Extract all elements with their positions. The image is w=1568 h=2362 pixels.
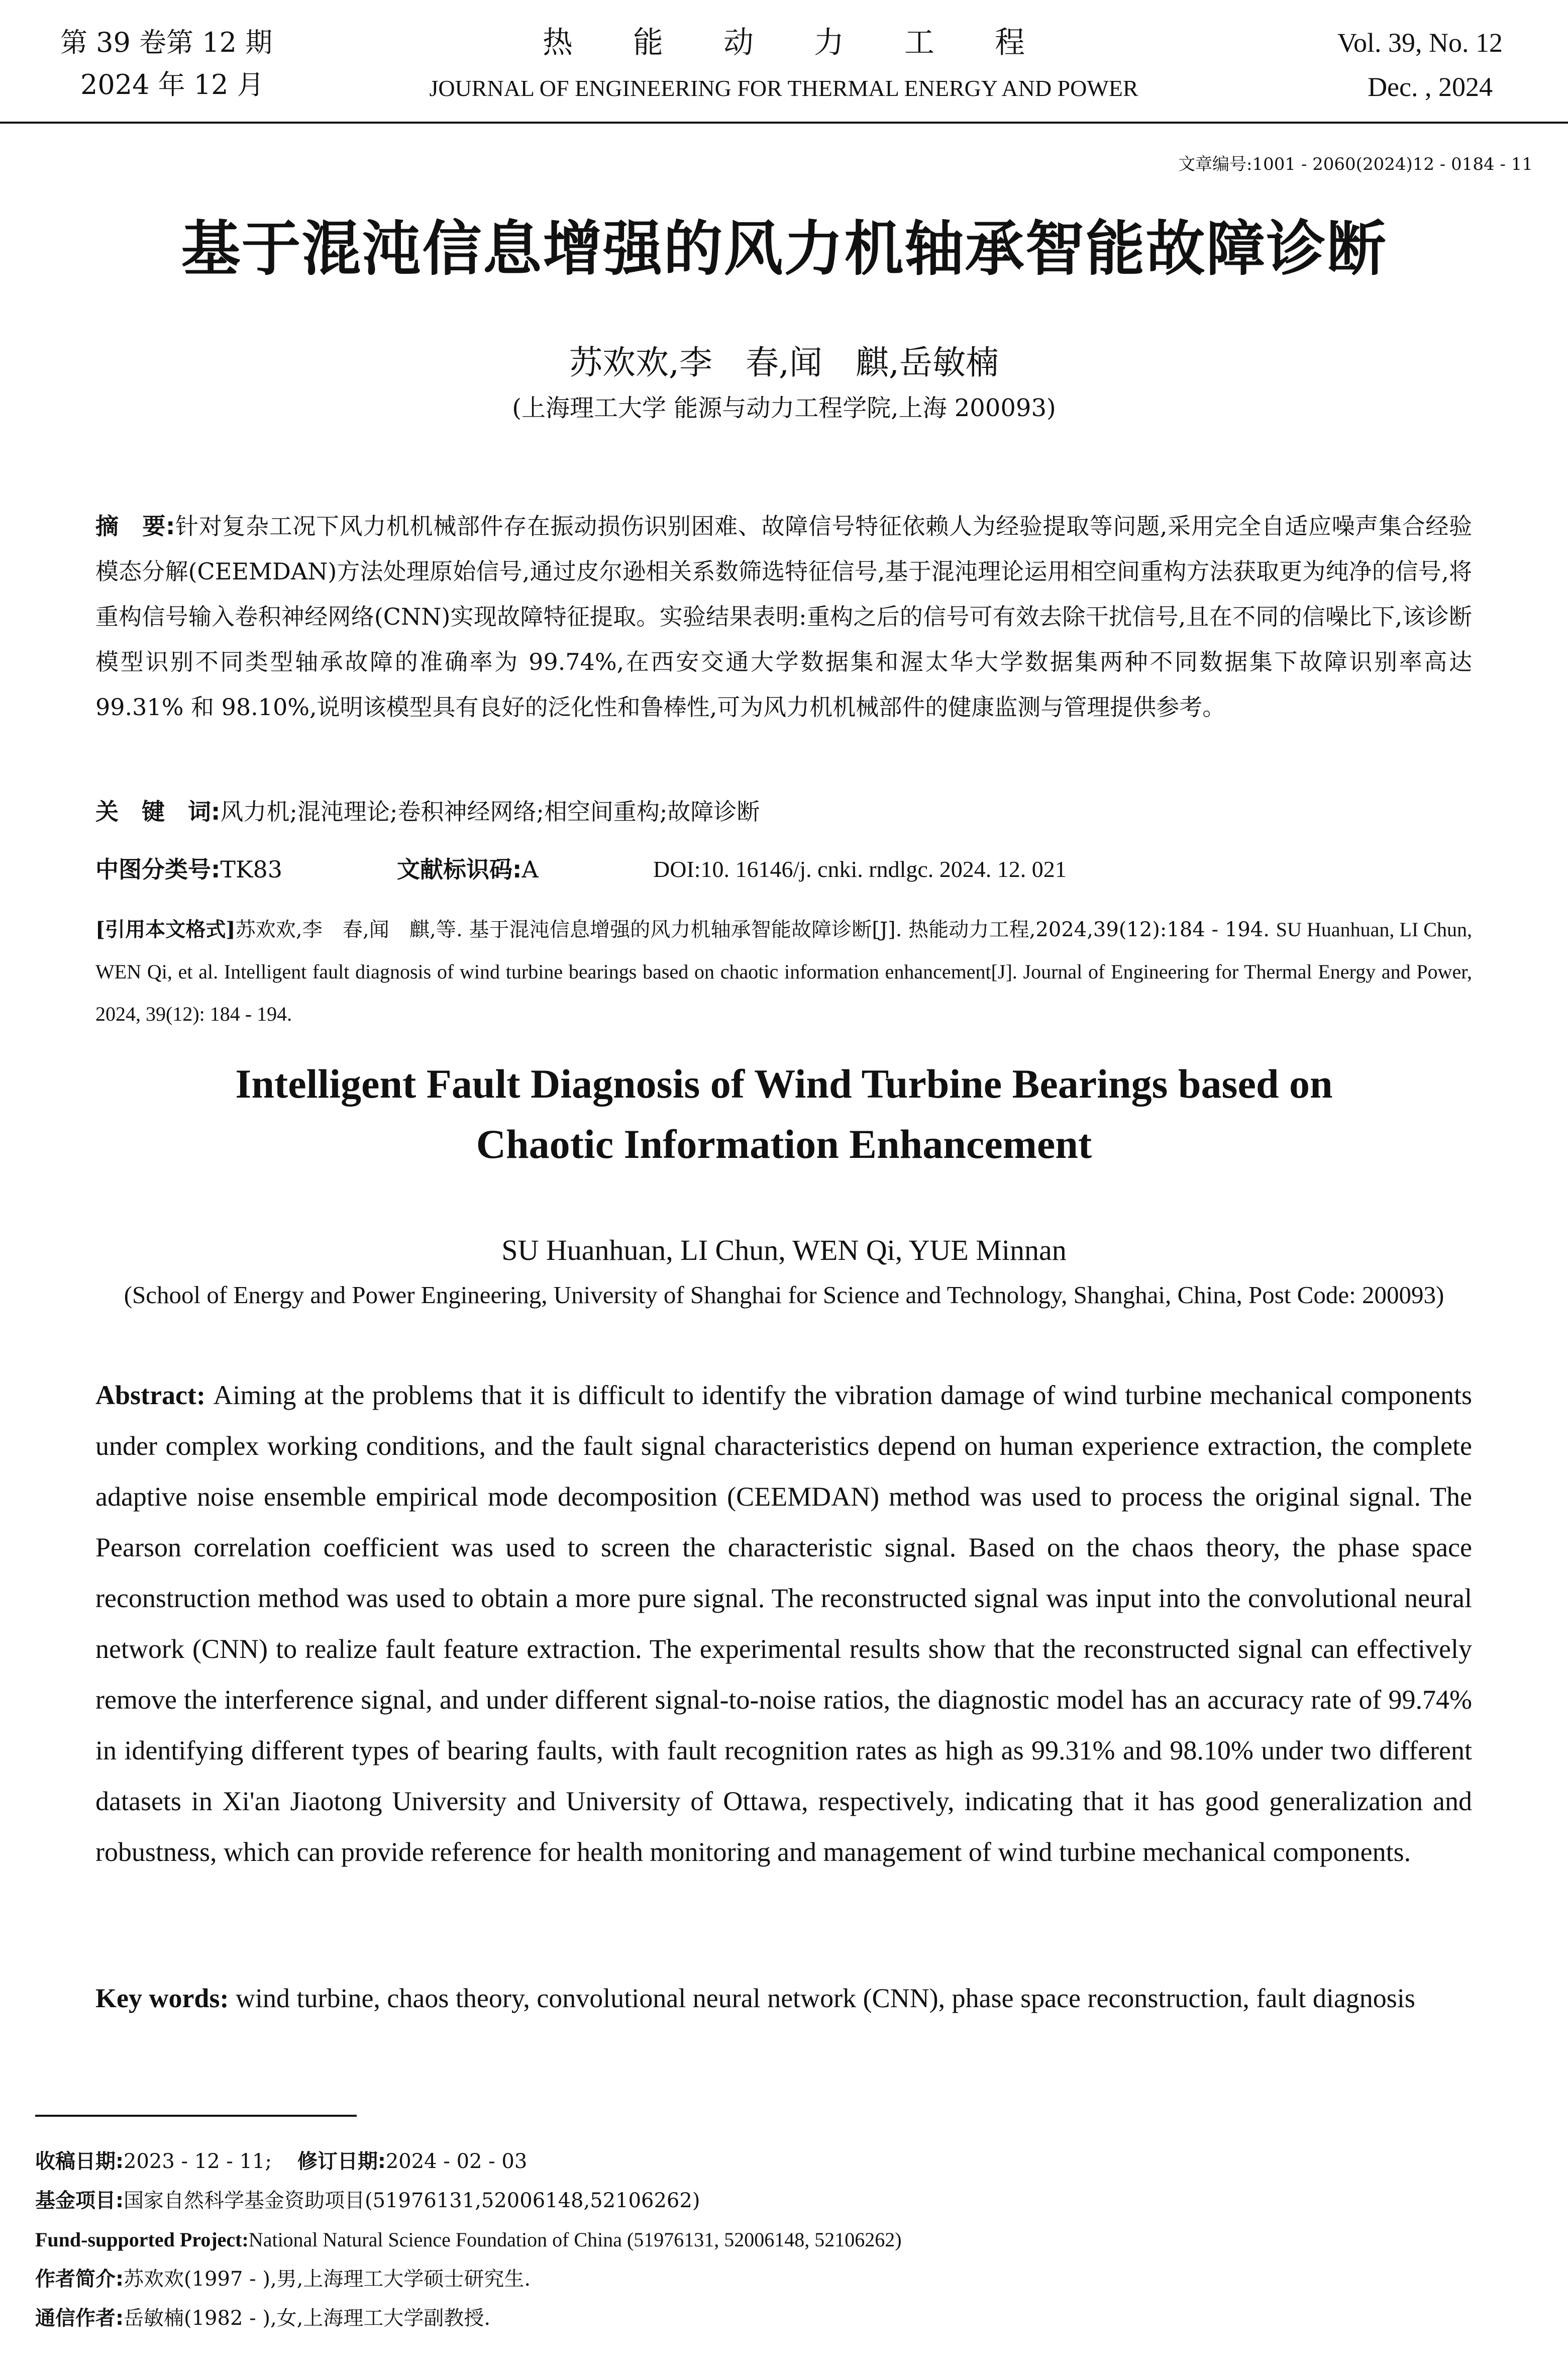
header-journal-en: JOURNAL OF ENGINEERING FOR THERMAL ENERGY AND POWER <box>429 75 1138 101</box>
keywords-zh-label: 关 键 词: <box>95 798 221 825</box>
abstract-zh-text: 针对复杂工况下风力机机械部件存在振动损伤识别困难、故障信号特征依赖人为经验提取等问题,采用完全自适应噪声集合经验模态分解(CEEMDAN)方法处理原始信号,通过皮尔逊相关系数筛选特征信号,基于混沌理论运用相空间重构方法获取更为纯净的信号,将重构信号输入卷积神经网络(CNN)实现故障特征提取。实验结果表明:重构之后的信号可有效去除干扰信号,且在不同的信噪比下,该诊断模型识别不同类型轴承故障的准确率为 99.74%,在西安交通大学数据集和渥太华大学数据集两种不同数据集下故障识别率高达 99.31% 和 98.10%,说明该模型具有良好的泛化性和鲁棒性,可为风力机机械部件的健康监测与管理提供参考。 <box>95 513 1472 721</box>
abstract-en-label: Abstract: <box>95 1380 205 1410</box>
fund-en-value: National Natural Science Foundation of China (51976131, 52006148, 52106262) <box>248 2228 902 2251</box>
footnote-corresponding <box>35 2299 490 2338</box>
citation-en: SU Huanhuan, LI Chun, WEN Qi, et al. Intelligent fault diagnosis of wind turbine bearings based on chaotic information enhancement[J]. Journal of Engineering for Thermal Energy and Power, 2024, 39(12): 184 - 194. <box>95 918 1472 1025</box>
classification-clc <box>95 849 282 890</box>
citation <box>95 909 1472 1035</box>
paper-title-en-line1: Intelligent Fault Diagnosis of Wind Turbine Bearings based on <box>235 1061 1333 1107</box>
abstract-en <box>95 1370 1472 1878</box>
author-label: 作者简介: <box>35 2268 124 2291</box>
doc-label: 文献标识码: <box>397 856 522 883</box>
abstract-zh <box>95 504 1472 730</box>
clc-label: 中图分类号: <box>95 856 221 883</box>
keywords-en-text: wind turbine, chaos theory, convolutional neural network (CNN), phase space reconstruction, fault diagnosis <box>235 1983 1415 2013</box>
corr-label: 通信作者: <box>35 2307 124 2330</box>
fund-zh-value: 国家自然科学基金资助项目(51976131,52006148,52106262) <box>124 2189 700 2212</box>
revised-value: 2024 - 02 - 03 <box>385 2150 528 2173</box>
footnote-dates <box>35 2142 527 2181</box>
doi: DOI:10. 16146/j. cnki. rndlgc. 2024. 12. 021 <box>653 856 1067 882</box>
corr-value: 岳敏楠(1982 - ),女,上海理工大学副教授. <box>124 2307 491 2330</box>
footnote-fund-zh <box>35 2181 700 2220</box>
author-value: 苏欢欢(1997 - ),男,上海理工大学硕士研究生. <box>124 2268 531 2291</box>
header-date-zh: 2024 年 12 月 <box>80 69 264 101</box>
abstract-zh-label: 摘 要: <box>95 513 175 540</box>
authors-zh: 苏欢欢,李 春,闻 麒,岳敏楠 <box>569 343 999 382</box>
citation-label: [引用本文格式] <box>95 918 236 941</box>
abstract-en-text: Aiming at the problems that it is difficult to identify the vibration damage of wind turbine mechanical components under complex working conditions, and the fault signal characteristics depend on human experience extraction, the complete adaptive noise ensemble empirical mode decomposition (CEEMDAN) method was used to process the original signal. The Pearson correlation coefficient was used to screen the characteristic signal. Based on the chaos theory, the phase space reconstruction method was used to obtain a more pure signal. The reconstructed signal was input into the convolutional neural network (CNN) to realize fault feature extraction. The experimental results show that the reconstructed signal can effectively remove the interference signal, and under different signal-to-noise ratios, the diagnostic model has an accuracy rate of 99.74% in identifying different types of bearing faults, with fault recognition rates as high as 99.31% and 98.10% under two different datasets in Xi'an Jiaotong University and University of Ottawa, respectively, indicating that it has good generalization and robustness, which can provide reference for health monitoring and management of wind turbine mechanical components. <box>95 1380 1472 1867</box>
clc-value: TK83 <box>220 856 282 883</box>
fund-zh-label: 基金项目: <box>35 2189 124 2212</box>
affiliation-zh: (上海理工大学 能源与动力工程学院,上海 200093) <box>512 394 1056 422</box>
header-date-en: Dec. , 2024 <box>1368 72 1493 102</box>
keywords-zh-text: 风力机;混沌理论;卷积神经网络;相空间重构;故障诊断 <box>220 798 760 825</box>
footnote-fund-en <box>35 2220 902 2259</box>
header-rule <box>0 122 1568 124</box>
header-volume-issue-en: Vol. 39, No. 12 <box>1337 28 1503 58</box>
keywords-en-label: Key words: <box>95 1983 229 2013</box>
footnote-author <box>35 2259 531 2299</box>
article-number: 文章编号:1001 - 2060(2024)12 - 0184 - 11 <box>1178 154 1533 174</box>
doc-value: A <box>521 856 539 883</box>
received-value: 2023 - 12 - 11; <box>124 2150 272 2173</box>
classification-doc <box>397 849 539 890</box>
keywords-en <box>95 1973 1472 2024</box>
fund-en-label: Fund-supported Project: <box>35 2228 249 2251</box>
received-label: 收稿日期: <box>35 2150 124 2173</box>
header-journal-zh: 热 能 动 力 工 程 <box>543 25 1025 60</box>
paper-title-zh: 基于混沌信息增强的风力机轴承智能故障诊断 <box>181 214 1387 283</box>
affiliation-en: (School of Energy and Power Engineering, University of Shanghai for Science and Technology, Shanghai, China, Post Code: 200093) <box>124 1281 1444 1309</box>
paper-title-en-line2: Chaotic Information Enhancement <box>476 1121 1092 1167</box>
authors-en: SU Huanhuan, LI Chun, WEN Qi, YUE Minnan <box>501 1234 1067 1266</box>
citation-zh: 苏欢欢,李 春,闻 麒,等. 基于混沌信息增强的风力机轴承智能故障诊断[J]. 热能动力工程,2024,39(12):184 - 194. <box>235 918 1270 941</box>
footnote-rule <box>35 2115 357 2117</box>
keywords-zh <box>95 789 1472 834</box>
revised-label: 修订日期: <box>297 2150 386 2173</box>
header-volume-issue-zh: 第 39 卷第 12 期 <box>60 27 273 58</box>
